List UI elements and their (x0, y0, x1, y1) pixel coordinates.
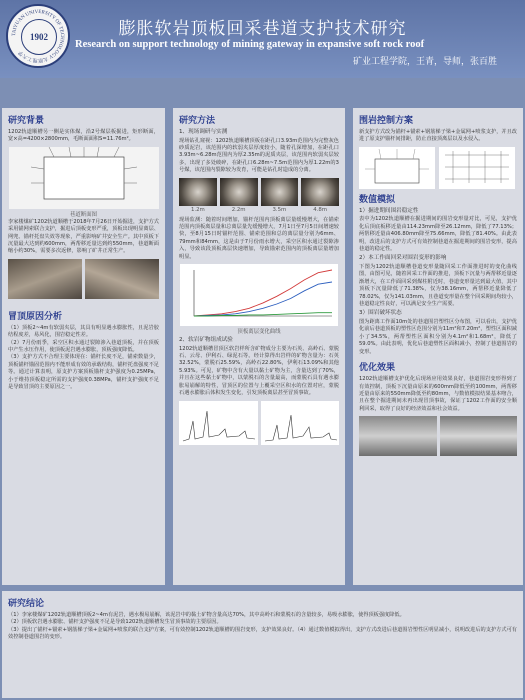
chart-series-line (194, 270, 332, 316)
xrd-figure (179, 401, 258, 445)
borehole-photo-item (261, 178, 299, 214)
simulation-text-1: 表中为1202轨道顺槽在掘进期间的围岩变形量对比，可见，支护优化后顶底板移近量由114.23mm降至26.12mm，降低了77.13%；两帮移近量由406.80mm降至75.66mm，降低了81.40%。由此表明，改进后的支护方式可有效控制巷道在掘进期间的围岩变形，提高巷道的稳定性。 (359, 216, 517, 253)
cause-text-3: （3）支护方式不合理主要体现在：锚杆长度不足，锚索数量少，顶板锚杆锚固范围内不能形成有效的承载结构，锚杆托盘强度不足等。通过计算表明，原支护方案顶板锚杆支护强度为0.25MPa，小于维持顶板稳定所需的支护强度0.38MPa，锚杆支护强度不足是导致冒顶的主要原因之一。 (8, 354, 159, 391)
simulation-text-2: 下图为1202轨道顺槽巷道变形量随回采工作面推进时的变化曲线图，由图可见，随着回采工作面的推进，顶板下沉量与两帮移近量逐渐增大，在工作面回采到煤柱附近时，巷道变形量达到最大值，其中顶板下沉量降低了71.38%，仅为38.16mm，两帮移近量降低了78.02%，仅为141.03mm，且巷道变形量在整个回采期间均较小，巷道稳定性良好，可以满足安全生产需要。 (359, 264, 517, 308)
borehole-photo (261, 178, 299, 206)
borehole-photos (179, 178, 339, 214)
simulation-subtitle-1: 1）掘进期间围岩稳定性 (359, 207, 419, 214)
chart-series-line (194, 282, 332, 316)
xrd-figure (261, 401, 340, 445)
collapse-photos (8, 259, 159, 299)
section-title-control: 围岩控制方案 (359, 116, 414, 126)
effect-photos (359, 416, 517, 456)
simulation-subtitle-2: 2）本工作面回采对围岩变形的影响 (359, 255, 447, 262)
borehole-depth-label: 1.2m (190, 206, 205, 213)
control-text: 新支护方式改为锚杆+锚索+钢筋梯子梁+金属网+喷浆支护，并且改进了原支护锚杆间排距，防止直接顶离层以及水侵入。 (359, 129, 517, 143)
conclusion-text-2: （2）顶板软岩遇水膨胀、锚杆支护强度不足是导致1202轨道顺槽发生冒顶事故的主要原因。 (8, 619, 222, 626)
background-text-2: 李家楼煤矿1202轨道顺槽于2018年7月26日开始掘进，支护方式采用锚网索联合支护，掘进后顶板变形严重，顶板出现明显离层、网兜、锚杆托盘失效等现象，严重影响矿井安全生产。其中顶板下沉量最大达到约600mm，两帮移近量达到约550mm，巷道断面缩小约30%，需要多次返修，影响了矿井正常生产。 (8, 218, 159, 255)
section-title-cause: 冒顶原因分析 (8, 311, 63, 322)
method-subtitle-2: 2、软岩矿物组成试验 (179, 337, 233, 344)
xrd-figures (179, 401, 339, 445)
cause-text-1: （1）顶板2~4m有软弱夹层，其具有明显遇水膨胀性，且泥岩胶结程度差，易风化，围岩稳定性差。 (8, 324, 159, 339)
borehole-photo-item (179, 178, 217, 214)
effect-photo (359, 416, 437, 456)
simulation-subtitle-3: 3）围岩破坏状态 (359, 310, 402, 317)
logo-ring-text: TAIYUAN UNIVERSITY OF TECHNOLOGY 太原理工大学 (11, 9, 65, 63)
borehole-depth-label: 2.2m (231, 206, 246, 213)
conclusion-text-3: （3）提出了锚杆+锚索+钢筋梯子梁+金属网+喷浆的联合支护方案，可有效控制1202轨道顺槽的围岩变形，支护效果良好。（4）通过数值模拟得出，支护方式改进后巷道围岩塑性区明显减小，说明改进后的支护方式可有效控制巷道围岩的变形。 (8, 626, 517, 641)
poster-title-en: Research on support technology of mining gateway in expansive soft rock roof (75, 39, 425, 50)
method-panel (173, 108, 345, 585)
separation-chart (180, 264, 338, 326)
section-title-simulation: 数值模拟 (359, 194, 396, 205)
background-panel (2, 108, 165, 585)
borehole-photo (301, 178, 339, 206)
conclusion-panel (2, 591, 523, 698)
section-title-conclusion: 研究结论 (8, 599, 45, 609)
method-text-1: 现场钻孔窥视：1202轨道顺槽顶板在距孔口3.93m范围内为完整灰色砂质泥岩，该范围内的软弱夹层厚度较小，随着孔深增加，在距孔口3.93m~6.28m范围内为厚2.35m的泥质夹层，该范围内软弱夹层较多，出现了多处破碎，在距孔口6.28m~7.5m范围内为厚1.22m的3号煤，该范围内裂隙较为发育，可能是钻孔时造成的分离。 (179, 137, 339, 174)
borehole-photo (179, 178, 217, 206)
effect-text: 1202轨道顺槽支护优化后现场应用效果良好，巷道围岩变形得到了有效控制，顶板下沉量由原来的600mm降低至约100mm，两帮移近量由原来的550mm降低至约80mm，与数值模拟结果基本吻合，且在整个掘进期间未再出现冒顶事故，保证了1202工作面的安全顺利回采，取得了良好的经济效益和社会效益。 (359, 376, 517, 412)
control-panel (353, 108, 523, 585)
section-title-background: 研究背景 (8, 116, 45, 126)
conclusion-text-1: （1）李家楼煤矿1202轨道顺槽顶板2~4m有泥岩，遇水极易崩解，该泥岩中的黏土矿物含量高达70%，其中高岭石和蒙脱石的含量较多，易吸水膨胀，使得顶板强度降低。 (8, 612, 405, 618)
method-text-3: 1202轨道顺槽冒顶区软岩样所含矿物成分主要为石英、高岭石、蒙脱石、云母、伊利石、绿泥石等。经计算得出岩样的矿物含量为：石英32.52%，蒙脱石25.59%，高岭石22.80%，伊利石13.09%和其他5.93%。可见，矿物中含有大量以黏土矿物为主，含量达到了70%，并且在这些黏土矿物中，以蒙脱石的含量最高，而蒙脱石具有遇水膨胀易崩解的特性，冒顶区的位置与上覆采空区积水的位置对应，蒙脱石遇水膨胀后体积发生变化，引发顶板离层甚至冒顶事故。 (179, 345, 339, 397)
borehole-photo-item (301, 178, 339, 214)
collapse-photo (85, 259, 159, 299)
borehole-photo (220, 178, 258, 206)
cause-text-2: （2）7月份雨季，采空区积水通过裂隙渗入巷道顶板，并在顶板中产生水压作用，使顶板泥岩遇水膨胀，顶板强度降低。 (8, 339, 159, 354)
method-text-2: 现场监测：随着时间增加，锚杆范围内顶板离层量缓慢增大，在锚索范围内顶板离层量和总离层量先缓慢增大，7月1日至7月5日间增速较快，至8月15日时锚杆范围、锚索范围和总的离层量分别为6mm、79mm和84mm，这是由于7月份雨水增大，采空区积水通过裂隙渗入，导致该段顶板离层快速增加，导致锚索范围内的顶板离层量增加明显。 (179, 216, 339, 260)
collapse-photo (8, 259, 82, 299)
method-subtitle-1: 1、现场调研与实测 (179, 129, 228, 135)
support-figure (439, 147, 515, 189)
section-title-effect: 优化效果 (359, 363, 396, 374)
borehole-depth-label: 3.5m (272, 206, 287, 213)
borehole-photo-item (220, 178, 258, 214)
poster-title-cn: 膨胀软岩顶板回采巷道支护技术研究 (118, 19, 407, 39)
support-figure (359, 147, 435, 189)
simulation-text-3: 图为距离工作面10m处的巷道围岩塑性区分布图，可以看出，支护优化前后巷道顶板的塑性区范围分别为11m²和7.20m²，塑性区面积减小了34.5%，两帮塑性区面积分别为4.1m²和1.68m²，降低了59.0%。由此表明，优化后巷道塑性区面积减小，控制了巷道围岩的变形。 (359, 319, 517, 355)
support-figures (359, 147, 517, 189)
poster-header (0, 0, 525, 78)
roadway-section-caption: 巷道断面图 (70, 211, 97, 218)
chart-axis (194, 270, 332, 316)
background-text-1: 1202轨道顺槽另一侧是实体煤，沿2号煤层板掘进，矩形断面，宽×高=4200×2800mm，毛断面面积S=11.76m²。 (8, 129, 159, 143)
roadway-section-figure (9, 147, 159, 209)
section-title-method: 研究方法 (179, 116, 216, 126)
separation-chart-caption: 顶板离层变化曲线 (237, 329, 281, 336)
effect-photo (440, 416, 518, 456)
logo-year: 1902 (21, 19, 57, 55)
borehole-depth-label: 4.8m (313, 206, 328, 213)
poster-authors: 矿业工程学院，王青，导师，张百胜 (352, 57, 497, 67)
